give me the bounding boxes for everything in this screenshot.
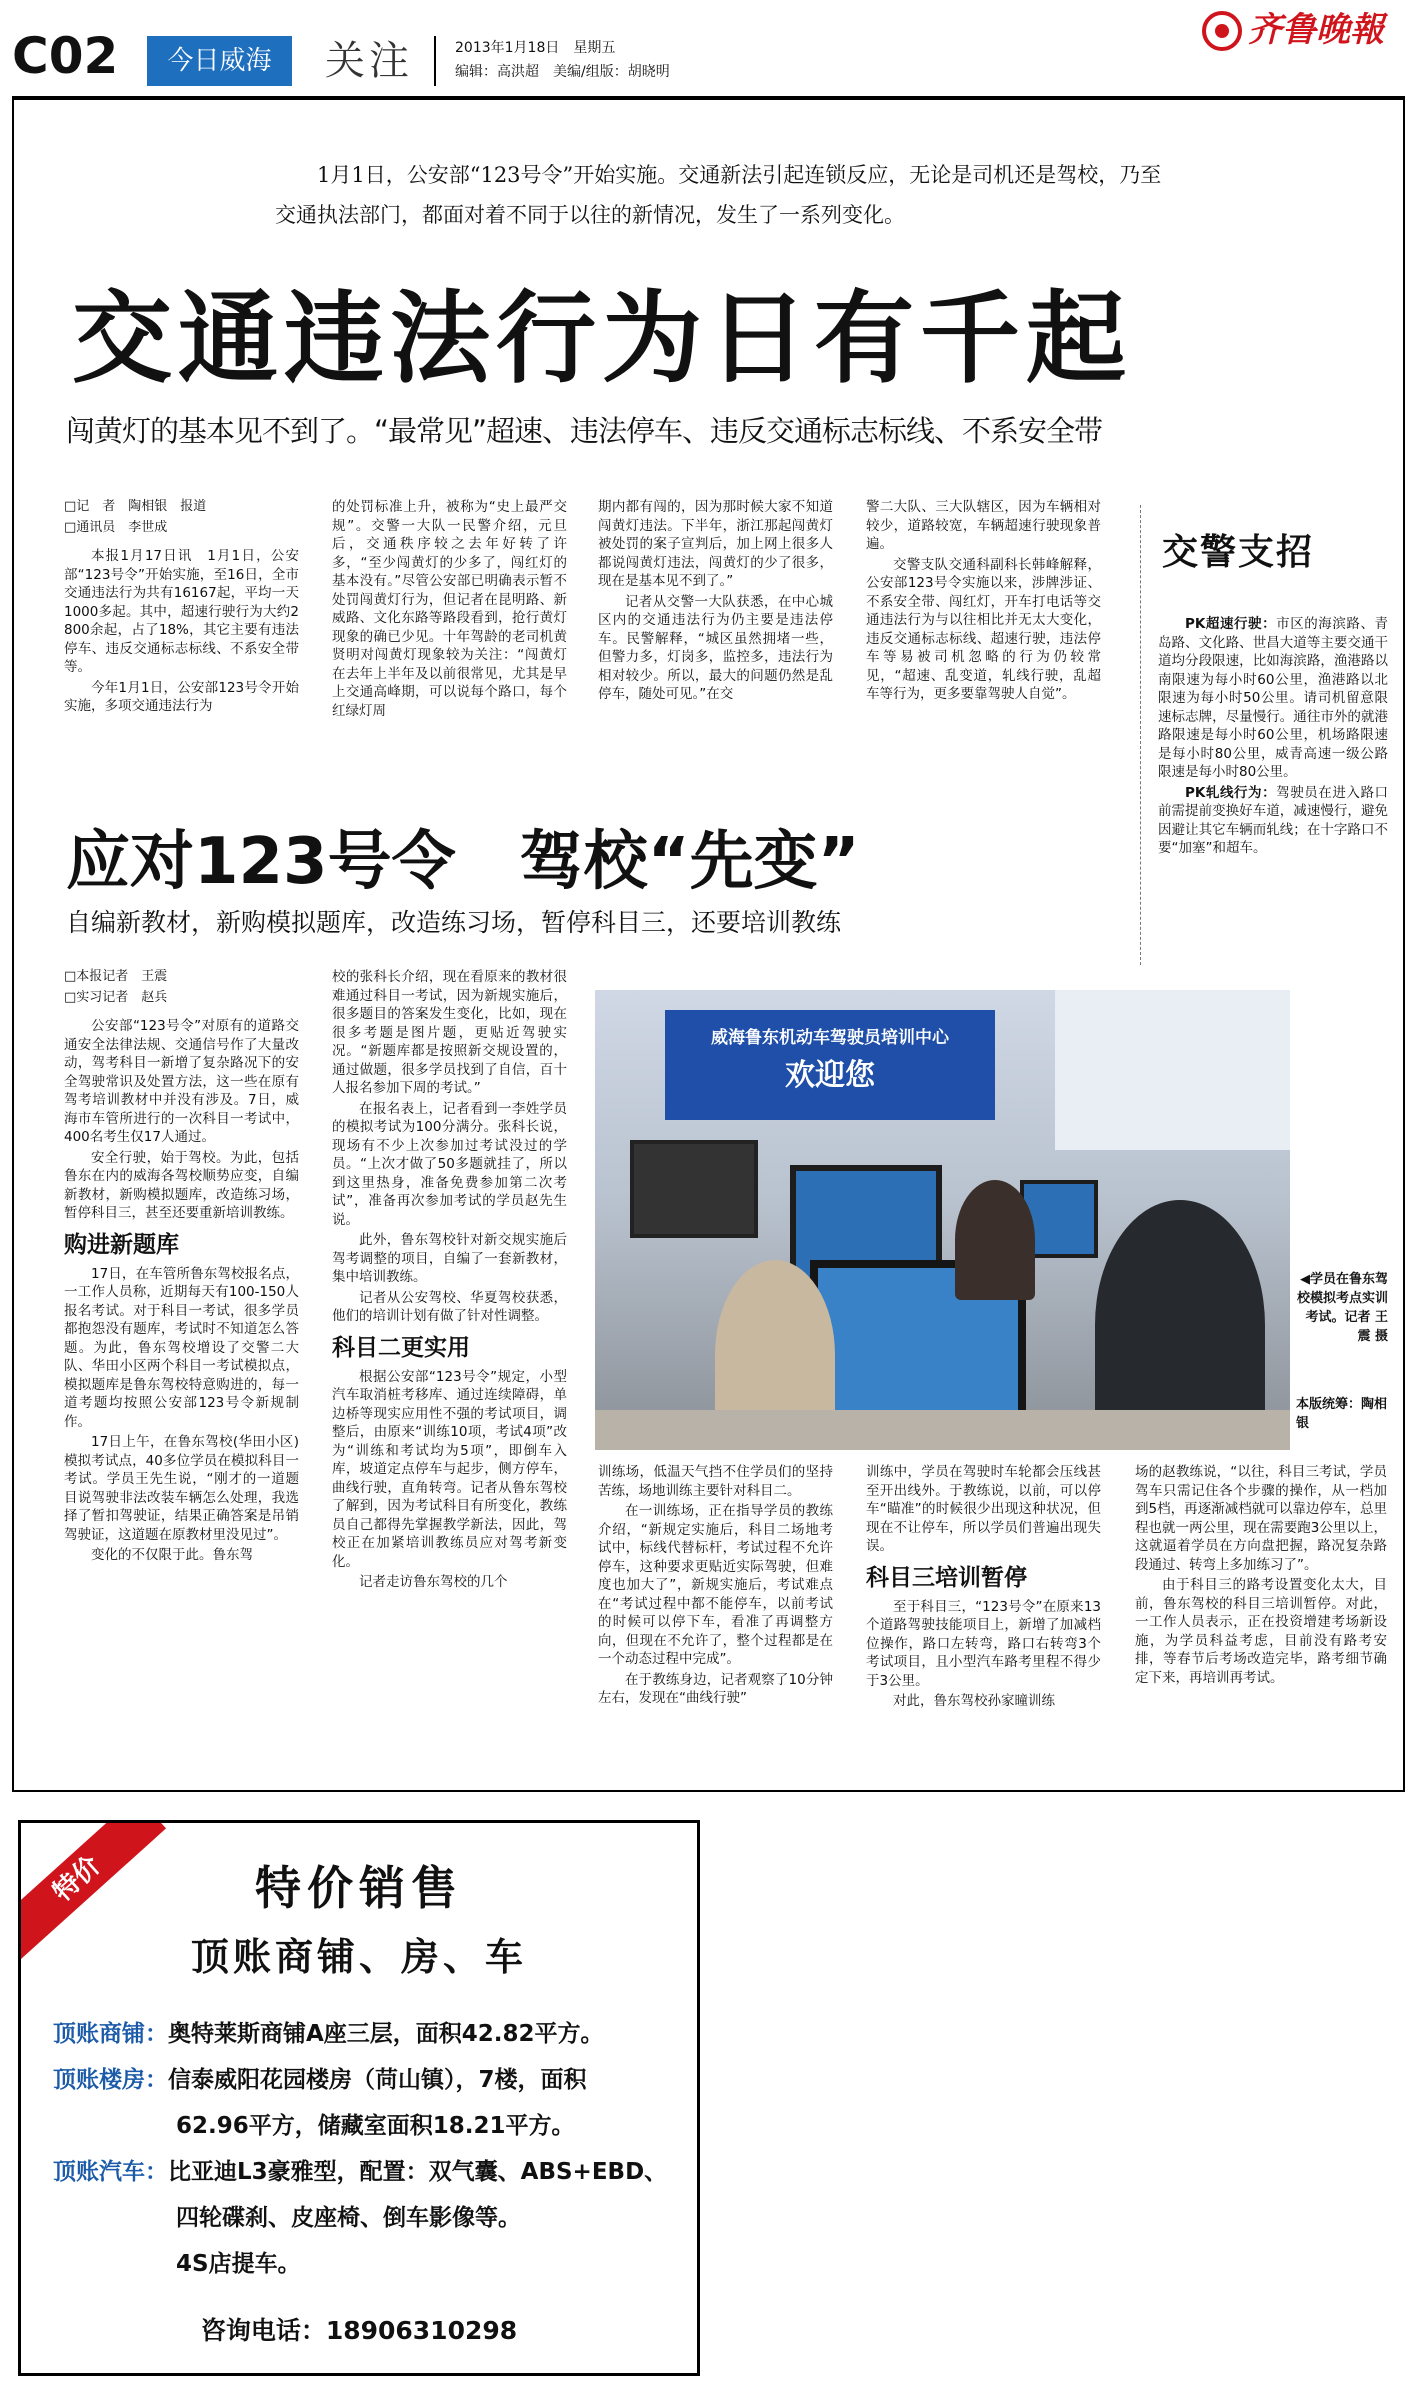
issue-date: 2013年1月18日 星期五 [455, 40, 616, 56]
paragraph: 交警支队交通科副科长韩峰解释，公安部123号令实施以来，涉牌涉证、不系安全带、闯红灯，开车打电话等交通违法行为与以往相比并无太大变化，违反交通标志标线、超速行驶，违法停车等易被司机忽略的行为仍较常见，“超速、乱变道，轧线行驶，乱超车等行为，更多要靠驾驶人自觉”。 [866, 556, 1101, 702]
subheading: 购进新题库 [64, 1231, 179, 1258]
ad-phone: 咨询电话：18906310298 [200, 2316, 518, 2345]
paragraph: 的处罚标准上升，被称为“史上最严交规”。交警一大队一民警介绍，元旦后，交通秩序较之去年好转了许多，“至少闯黄灯的少多了，闯红灯的基本没有。”尽管公安部已明确表示暂不处罚闯黄灯行为，但记者在昆明路、新威路、文化东路等路段看到，抢行黄灯现象的确已少见。十年驾龄的老司机黄贤明对闯黄灯现象较为关注：“闯黄灯在去年上半年及以前很常见，尤其是早上交通高峰期，可以说每个路口，每个红绿灯周 [332, 499, 567, 719]
paper-logo [1200, 6, 1405, 56]
paragraph: 今年1月1日，公安部123号令开始实施，多项交通违法行为 [64, 679, 299, 714]
paragraph: 变化的不仅限于此。鲁东驾 [91, 1547, 253, 1563]
photo-wall-banner [665, 1010, 995, 1120]
logo-emblem-icon [1200, 9, 1244, 53]
tip-label: PK轧线行为： [1185, 784, 1277, 801]
sidebar-body [1158, 615, 1388, 955]
paragraph: 17日上午，在鲁东驾校(华田小区)模拟考试点，40多位学员在模拟科目一考试。学员王先生说，“刚才的一道题目说驾驶非法改装车辆怎么处理，我选择了暂扣驾驶证，结果正确答案是吊销驾驶证，这道题在原教材里没见过”。 [64, 1434, 299, 1543]
story1-col1 [64, 498, 299, 798]
page-editor-note: 本版统筹：陶相银 [1296, 1397, 1388, 1431]
story2-col5 [1135, 1463, 1387, 1773]
ad-line [53, 2195, 683, 2241]
paragraph: 警二大队、三大队辖区，因为车辆相对较少，道路较宽，车辆超速行驶现象普遍。 [866, 499, 1101, 552]
tip-paragraph [1158, 615, 1388, 782]
sidebar-title: 交警支招 [1162, 532, 1315, 573]
student [955, 1180, 1035, 1300]
photo-caption: ◀学员在鲁东驾校模拟考点实训考试。记者 王震 摄 [1296, 1272, 1388, 1344]
sidebar-divider [1140, 505, 1142, 965]
paragraph: 场的赵教练说，“以往，科目三考试，学员驾车只需记住各个步骤的操作，从一档加到5档，再逐渐减档就可以靠边停车，总里程也就一两公里，现在需要跑3公里以上，这就逼着学员在方向盘把握，路况复杂路段通过、转弯上多加练习了”。 [1135, 1464, 1387, 1573]
paragraph: 记者走访鲁东驾校的几个 [359, 1574, 508, 1590]
window [1055, 990, 1290, 1150]
paper-name: 齐鲁晚報 [1248, 10, 1384, 50]
section-label: 今日威海 [167, 46, 272, 76]
ad-line-value: 四轮碟刹、皮座椅、倒车影像等。 [176, 2205, 521, 2231]
paragraph: 本报1月17日讯 1月1日，公安部“123号令”开始实施，至16日，全市交通违法行为共有16167起，平均一天1000多起。其中，超速行驶行为大约2800余起，占了18%，其它主要有违法停车、违反交通标志标线、不系安全带等。 [64, 548, 299, 675]
ad-line-value: 比亚迪L3豪雅型，配置：双气囊、ABS+EBD、 [168, 2159, 668, 2185]
welcome-text: 欢迎您 [785, 1058, 875, 1093]
ad-line [53, 2103, 683, 2149]
ad-line-value: 信泰威阳花园楼房（苘山镇），7楼，面积 [168, 2067, 587, 2093]
paragraph: 此外，鲁东驾校针对新交规实施后驾考调整的项目，自编了一套新教材，集中培训教练。 [332, 1232, 567, 1285]
banner-text: 威海鲁东机动车驾驶员培训中心 [711, 1028, 949, 1048]
paragraph: 对此，鲁东驾校孙家曈训练 [893, 1693, 1055, 1709]
desk [595, 1410, 1290, 1450]
advertisement [18, 1820, 700, 2376]
tip-label: PK超速行驶： [1185, 616, 1277, 632]
paragraph: 安全行驶，始于驾校。为此，包括鲁东在内的威海各驾校顺势应变，自编新教材，新购模拟题库，改造练习场，暂停科目三，甚至还要重新培训教练。 [64, 1149, 299, 1221]
section-tab [147, 36, 292, 86]
byline: □实习记者 赵兵 [64, 989, 168, 1005]
ad-lines [53, 2011, 683, 2287]
story2-col4 [866, 1463, 1101, 1773]
editors: 编辑：高洪超 美编/组版：胡晓明 [455, 64, 670, 80]
tip-paragraph [1158, 784, 1388, 858]
ad-line-value: 4S店提车。 [176, 2251, 301, 2277]
tip-text: 市区的海滨路、青岛路、文化路、世昌大道等主要交通干道均分段限速，比如海滨路，渔港路以南限速为每小时60公里，渔港路以北限速为每小时50公里。请司机留意限速标志牌，尽量慢行。通往市外的就港路限速是每小时60公里，机场路限速是每小时80公里，威青高速一级公路限速是每小时80公里。 [1158, 616, 1388, 780]
story2-subhead: 自编新教材，新购模拟题库，改造练习场，暂停科目三，还要培训教练 [66, 908, 842, 937]
story2-col1 [64, 968, 299, 1768]
paragraph: 由于科目三的路考设置变化太大，目前，鲁东驾校的科目三培训暂停。对此，一工作人员表示，正在投资增建考场新设施，为学员科益考虑，目前没有路考安排，等春节后考场改造完毕，路考细节确定下来，再培训再考试。 [1135, 1577, 1387, 1686]
story1-col3 [598, 498, 833, 798]
ad-line [53, 2241, 683, 2287]
paragraph: 根据公安部“123号令”规定，小型汽车取消桩考移库、通过连续障碍，单边桥等现实应用性不强的考试项目，调整后，由原来“训练10项，考试4项”改为“训练和考试均为5项”，即倒车入库，坡道定点停车与起步，侧方停车，曲线行驶，直角转弯。记者从鲁东驾校了解到，因为考试科目有所变化，教练员自己都得先掌握教学新法，因此，驾校正在加紧培训教练员应对驾考新变化。 [332, 1368, 567, 1570]
page-code: C02 [12, 27, 119, 85]
paragraph: 17日，在车管所鲁东驾校报名点，一工作人员称，近期每天有100-150人报名考试。对于科目一考试，很多学员都抱怨没有题库，考试时不知道怎么答题。为此，鲁东驾校增设了交警二大队、华田小区两个科目一考试模拟点，模拟题库是鲁东驾校特意购进的，每一道考题均按照公安部123号令新规制作。 [64, 1265, 299, 1430]
ad-line-key: 顶账商铺： [53, 2021, 168, 2047]
paragraph: 在报名表上，记者看到一李姓学员的模拟考试为100分满分。张科长说，现场有不少上次参加过考试没过的学员。“上次才做了50多题就挂了，所以到这里热身，准备免费参加第二次考试”，准备再次参加考试的学员赵先生说。 [332, 1100, 567, 1228]
ad-title: 特价销售 [255, 1861, 463, 1915]
paragraph: 期内都有闯的，因为那时候大家不知道闯黄灯违法。下半年，浙江那起闯黄灯被处罚的案子宣判后，加上网上很多人都说闯黄灯违法，闯黄灯的少了很多，现在是基本见不到了。” [598, 499, 833, 589]
header-divider [434, 36, 436, 86]
story1-headline: 交通违法行为日有千起 [72, 280, 1132, 397]
byline: □通讯员 李世成 [64, 519, 168, 535]
story1-col4 [866, 498, 1101, 798]
story2-headline: 应对123号令 驾校“先变” [66, 825, 860, 899]
subheading: 科目二更实用 [332, 1334, 470, 1361]
paragraph: 在于教练身边，记者观察了10分钟左右，发现在“曲线行驶” [598, 1671, 833, 1706]
monitor [630, 1140, 758, 1238]
subheading: 科目三培训暂停 [866, 1564, 1027, 1591]
ad-line-key: 顶账汽车： [53, 2159, 168, 2185]
ad-subtitle: 顶账商铺、房、车 [190, 1935, 527, 1979]
column-title: 关注 [325, 38, 413, 84]
tip-text: 驾驶员在进入路口前需提前变换好车道，减速慢行，避免因避让其它车辆而轧线；在十字路口不要“加塞”和超车。 [1158, 784, 1388, 856]
lead-paragraph: 1月1日，公安部“123号令”开始实施。交通新法引起连锁反应，无论是司机还是驾校，乃至交通执法部门，都面对着不同于以往的新情况，发生了一系列变化。 [275, 163, 1162, 227]
story2-col3 [598, 1463, 833, 1773]
classroom-photo [595, 990, 1290, 1450]
paragraph: 校的张科长介绍，现在看原来的教材很难通过科目一考试，因为新规实施后，很多题目的答案发生变化，比如，现在很多考题是图片题，更贴近驾驶实况。“新题库都是按照新交规设置的，通过做题，很多学员找到了自信，百十人报名参加下周的考试。” [332, 969, 567, 1096]
byline: □本报记者 王震 [64, 969, 168, 984]
story1-col2 [332, 498, 567, 798]
ad-line [53, 2057, 683, 2103]
paragraph: 记者从公安驾校、华夏驾校获悉，他们的培训计划有做了针对性调整。 [332, 1289, 567, 1324]
story2-col2 [332, 968, 567, 1768]
paragraph: 训练中，学员在驾驶时车轮都会压线甚至开出线外。于教练说，以前，可以停车“瞄准”的时候很少出现这种状况，但现在不让停车，所以学员们普遍出现失误。 [866, 1464, 1101, 1554]
ad-line-key: 顶账楼房： [53, 2067, 168, 2093]
ad-line-value: 奥特莱斯商铺A座三层，面积42.82平方。 [168, 2021, 604, 2047]
ad-ribbon-text: 特价 [47, 1850, 107, 1908]
ad-line-value: 62.96平方，储藏室面积18.21平方。 [176, 2113, 575, 2139]
ad-line [53, 2149, 683, 2195]
paragraph: 记者从交警一大队获悉，在中心城区内的交通违法行为仍主要是违法停车。民警解释，“城区虽然拥堵一些，但警力多，灯岗多，监控多，违法行为相对较少。所以，最大的问题仍然是乱停车，随处可见。”在交 [598, 593, 833, 702]
paragraph: 训练场，低温天气挡不住学员们的坚持苦练，场地训练主要针对科目二。 [598, 1464, 833, 1499]
ad-line [53, 2011, 683, 2057]
paragraph: 在一训练场，正在指导学员的教练介绍，“新规定实施后，科目二场地考试中，标线代替标杆，考试过程不允许停车，这种要求更贴近实际驾驶，但难度也加大了”，新规实施后，考试难点在“考试过程中都不能停车，以前考试的时候可以停下车，看准了再调整方向，但现在不允许了，整个过程都是在一个动态过程中完成”。 [598, 1503, 833, 1667]
story1-subhead: 闯黄灯的基本见不到了。“最常见”超速、违法停车、违反交通标志标线、不系安全带 [66, 414, 1103, 448]
paragraph: 至于科目三，“123号令”在原来13个道路驾驶技能项目上，新增了加减档位操作，路口左转弯，路口右转弯3个考试项目，且小型汽车路考里程不得少于3公里。 [866, 1598, 1101, 1689]
byline: □记 者 陶相银 报道 [64, 499, 207, 514]
paragraph: 公安部“123号令”对原有的道路交通安全法律法规、交通信号作了大量改动，驾考科目一新增了复杂路况下的安全驾驶常识及处置方法，这一些在原有驾考培训教材中并没有涉及。7日，威海市车管所进行的一次科目一考试中，400名考生仅17人通过。 [64, 1018, 299, 1145]
